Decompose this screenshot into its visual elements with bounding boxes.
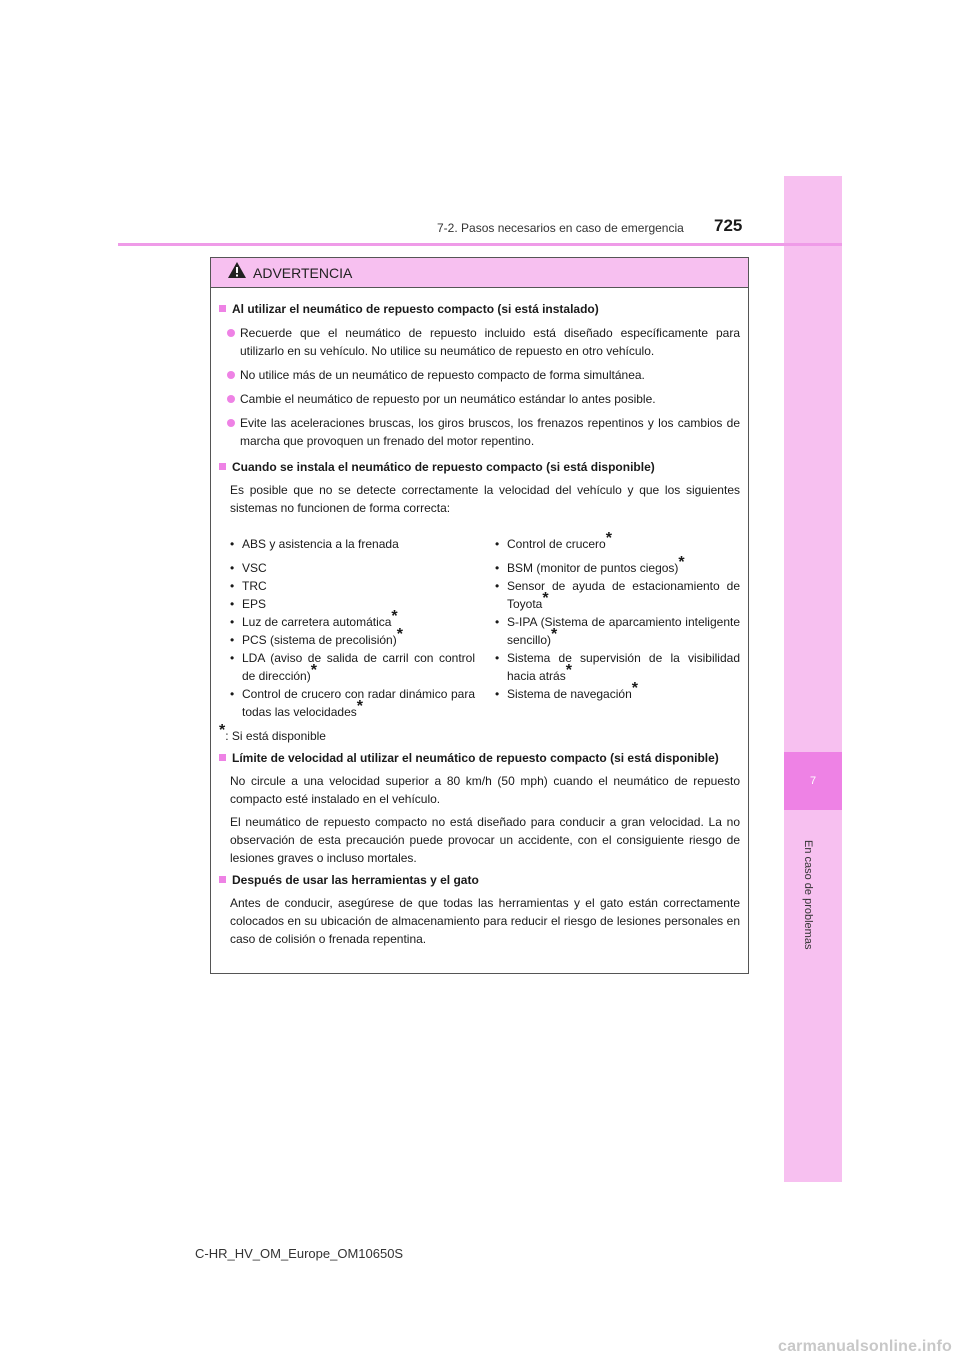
list-item: • VSC bbox=[230, 561, 267, 575]
list-item: • Sistema de supervisión de la visibilidad hacia atrás* bbox=[495, 651, 740, 683]
square-bullet-icon bbox=[219, 876, 226, 883]
asterisk-mark: * bbox=[551, 626, 558, 643]
list-item: • EPS bbox=[230, 597, 267, 611]
document-id: C-HR_HV_OM_Europe_OM10650S bbox=[195, 1246, 404, 1261]
paragraph: El neumático de repuesto compacto no está diseñado para conducir a gran velocidad. La no observación de esta precaución puede provocar un accidente, con el consiguiente riesgo de lesiones graves o incluso mortales. bbox=[230, 815, 740, 865]
warning-header bbox=[211, 258, 748, 288]
section-heading: Después de usar las herramientas y el gato bbox=[219, 871, 740, 889]
footnote: *: Si está disponible bbox=[219, 722, 326, 743]
list-item: Cambie el neumático de repuesto por un neumático estándar lo antes posible. bbox=[227, 390, 740, 408]
circle-bullet-icon bbox=[227, 419, 235, 427]
warning-title: ADVERTENCIA bbox=[253, 264, 353, 281]
asterisk-mark: * bbox=[219, 722, 226, 739]
section-heading: Límite de velocidad al utilizar el neumático de repuesto compacto (si está disponible) bbox=[219, 749, 740, 767]
paragraph: Antes de conducir, asegúrese de que todas las herramientas y el gato están correctamente colocados en su ubicación de almacenamiento para reducir el riesgo de lesiones personales en caso de colisión o frenada repentina. bbox=[230, 896, 740, 946]
square-bullet-icon bbox=[219, 754, 226, 761]
header-rule bbox=[118, 243, 842, 246]
list-item: • TRC bbox=[230, 579, 267, 593]
asterisk-mark: * bbox=[542, 590, 549, 607]
asterisk-mark: * bbox=[605, 530, 612, 547]
list-item: No utilice más de un neumático de repuesto compacto de forma simultánea. bbox=[227, 366, 740, 384]
paragraph: Es posible que no se detecte correctamente la velocidad del vehículo y que los siguientes sistemas no funcionen de forma correcta: bbox=[230, 483, 740, 515]
chapter-label: En caso de problemas bbox=[802, 840, 814, 950]
section-title: 7-2. Pasos necesarios en caso de emergencia bbox=[437, 221, 684, 235]
list-item: Recuerde que el neumático de repuesto incluido está diseñado específicamente para utilizarlo en su vehículo. No utilice su neumático de repuesto en otro vehículo. bbox=[227, 324, 740, 360]
asterisk-mark: * bbox=[391, 608, 398, 625]
section-heading: Al utilizar el neumático de repuesto compacto (si está instalado) bbox=[219, 300, 740, 318]
systems-right-column bbox=[495, 530, 740, 721]
list-item: • ABS y asistencia a la frenada bbox=[230, 537, 399, 551]
list-item: Evite las aceleraciones bruscas, los giros bruscos, los frenazos repentinos y los cambios de marcha que provoquen un frenado del motor repentino. bbox=[227, 414, 740, 450]
warning-box bbox=[210, 257, 749, 974]
systems-left-column bbox=[230, 535, 475, 721]
systems-list bbox=[230, 530, 740, 721]
asterisk-mark: * bbox=[356, 698, 363, 715]
list-item: • Control de crucero* bbox=[495, 530, 612, 551]
list-item: • LDA (aviso de salida de carril con control de dirección)* bbox=[230, 651, 475, 683]
paragraph: No circule a una velocidad superior a 80 km/h (50 mph) cuando el neumático de repuesto compacto esté instalado en el vehículo. bbox=[230, 774, 740, 806]
page-number: 725 bbox=[714, 216, 743, 235]
list-item: • S-IPA (Sistema de aparcamiento inteligente sencillo)* bbox=[495, 615, 740, 647]
asterisk-mark: * bbox=[678, 554, 685, 571]
list-item: • PCS (sistema de precolisión)* bbox=[230, 626, 403, 647]
circle-bullet-icon bbox=[227, 329, 235, 337]
asterisk-mark: * bbox=[631, 680, 638, 697]
circle-bullet-icon bbox=[227, 371, 235, 379]
asterisk-mark: * bbox=[396, 626, 403, 643]
asterisk-mark: * bbox=[310, 662, 317, 679]
warning-triangle-icon bbox=[227, 261, 247, 284]
side-tab bbox=[784, 176, 842, 1182]
list-item: • Sensor de ayuda de estacionamiento de Toyota* bbox=[495, 579, 740, 611]
list-item: • Sistema de navegación* bbox=[495, 680, 638, 701]
square-bullet-icon bbox=[219, 305, 226, 312]
list-item: • BSM (monitor de puntos ciegos)* bbox=[495, 554, 685, 575]
watermark: carmanualsonline.info bbox=[777, 1338, 952, 1355]
section-heading: Cuando se instala el neumático de repuesto compacto (si está disponible) bbox=[219, 458, 740, 476]
square-bullet-icon bbox=[219, 463, 226, 470]
circle-bullet-icon bbox=[227, 395, 235, 403]
list-item: • Control de crucero con radar dinámico para todas las velocidades* bbox=[230, 687, 475, 719]
asterisk-mark: * bbox=[565, 662, 572, 679]
list-item: • Luz de carretera automática* bbox=[230, 608, 398, 629]
warning-content bbox=[211, 288, 748, 948]
chapter-number-badge: 7 bbox=[784, 752, 842, 810]
